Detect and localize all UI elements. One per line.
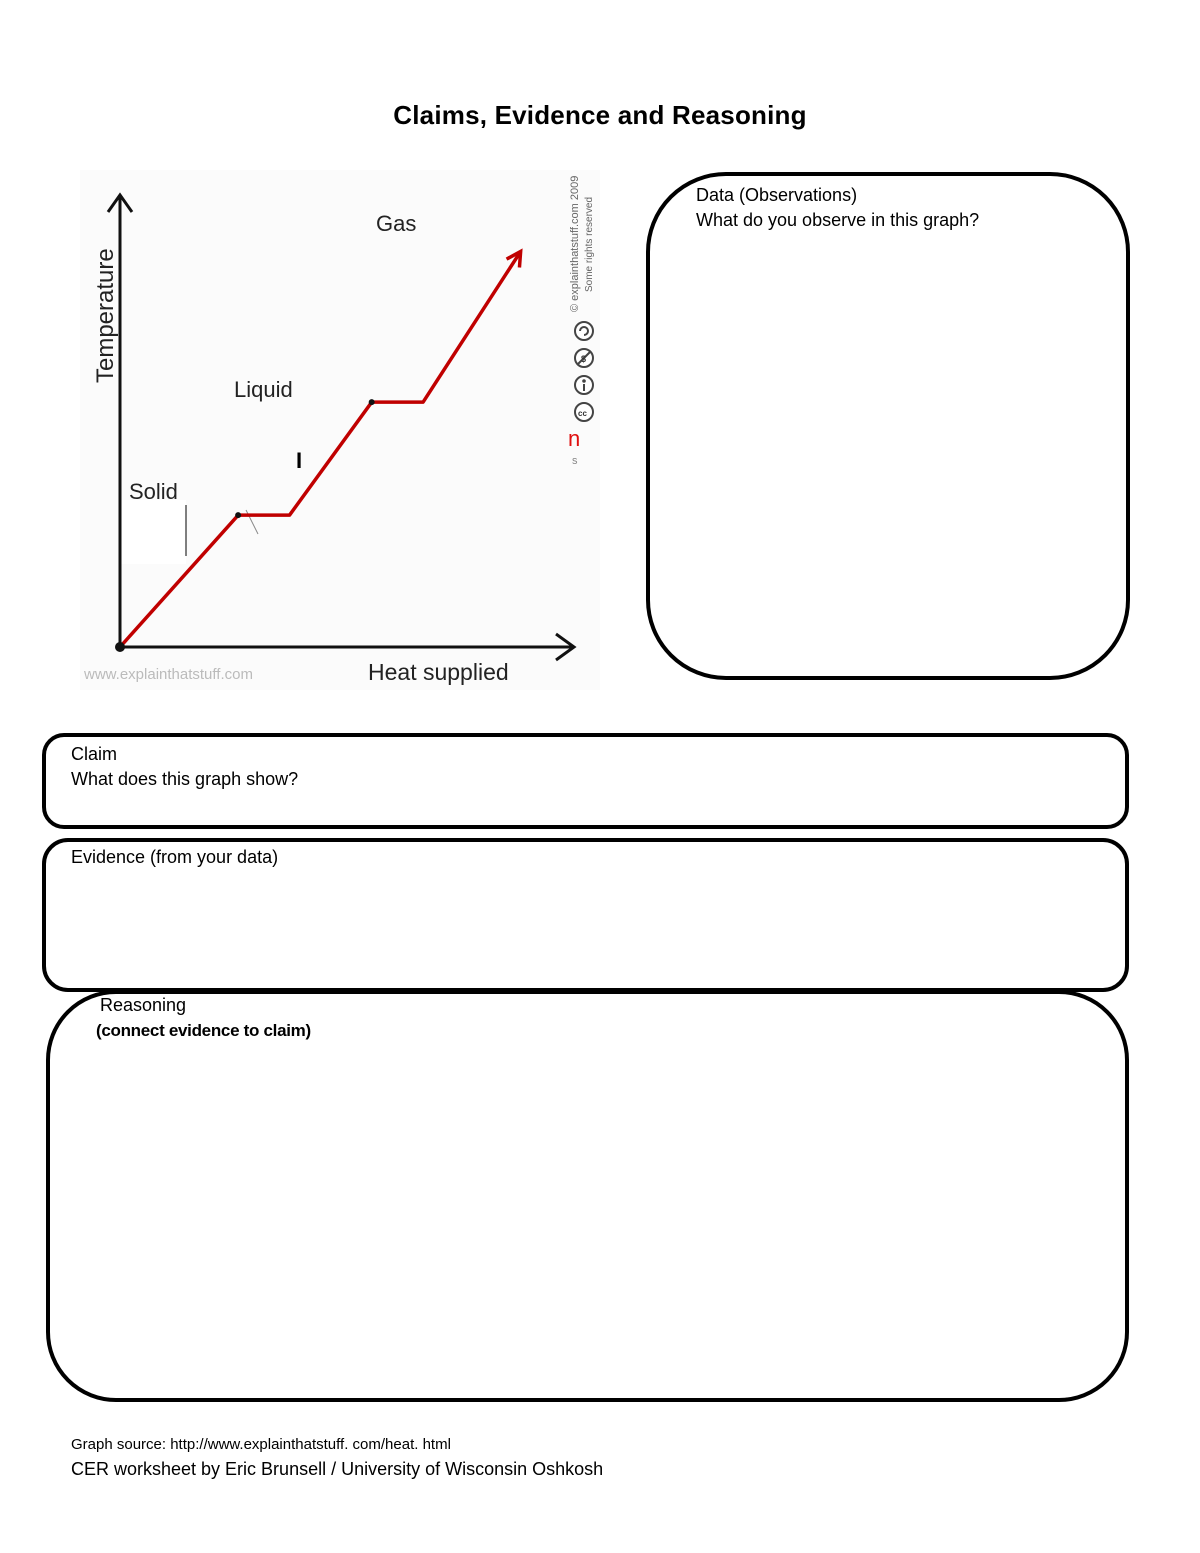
claim-box-heading: Claim — [71, 744, 118, 764]
reasoning-box-heading: Reasoning — [100, 995, 187, 1015]
data-box-heading: Data (Observations) — [696, 185, 858, 205]
graph-watermark: www.explainthatstuff.com — [84, 666, 253, 683]
phase-label-liquid: Liquid — [234, 377, 293, 402]
data-box-prompt: What do you observe in this graph? — [696, 210, 980, 230]
stray-mark-s: s — [572, 455, 578, 467]
cc-badge-icon — [575, 403, 593, 421]
stray-mark-bar: I — [296, 448, 303, 473]
reasoning-box[interactable] — [46, 990, 1129, 1402]
page-title: Claims, Evidence and Reasoning — [393, 100, 807, 130]
graph-blank-patch — [120, 500, 186, 564]
copyright-line-1: © explainthatstuff.com 2009 — [569, 175, 581, 312]
attribution-badge-icon — [575, 376, 593, 394]
noncommercial-badge-icon — [575, 349, 593, 367]
phase-label-gas: Gas — [376, 211, 417, 236]
phase-change-graph — [0, 0, 640, 700]
y-axis-label: Temperature — [92, 248, 119, 383]
graph-source-note: Graph source: http://www.explainthatstuff. com/heat. html — [71, 1436, 451, 1453]
phase-label-solid: Solid — [129, 479, 178, 504]
reasoning-box-prompt: (connect evidence to claim) — [96, 1021, 311, 1040]
sharealike-badge-icon — [575, 322, 593, 340]
data-observations-box[interactable] — [646, 172, 1130, 680]
evidence-box-heading: Evidence (from your data) — [71, 847, 279, 867]
worksheet-credit: CER worksheet by Eric Brunsell / University of Wisconsin Oshkosh — [71, 1459, 604, 1479]
svg-text:$: $ — [581, 354, 587, 364]
graph-backdrop — [80, 170, 600, 690]
svg-text:cc: cc — [578, 409, 587, 418]
claim-box-prompt: What does this graph show? — [71, 769, 299, 789]
stray-mark-n: n — [568, 426, 581, 451]
curve-point-marker — [369, 399, 375, 405]
origin-dot — [115, 642, 125, 652]
x-axis-label: Heat supplied — [368, 659, 509, 685]
copyright-line-2: Some rights reserved — [584, 196, 595, 292]
curve-point-marker — [235, 512, 241, 518]
